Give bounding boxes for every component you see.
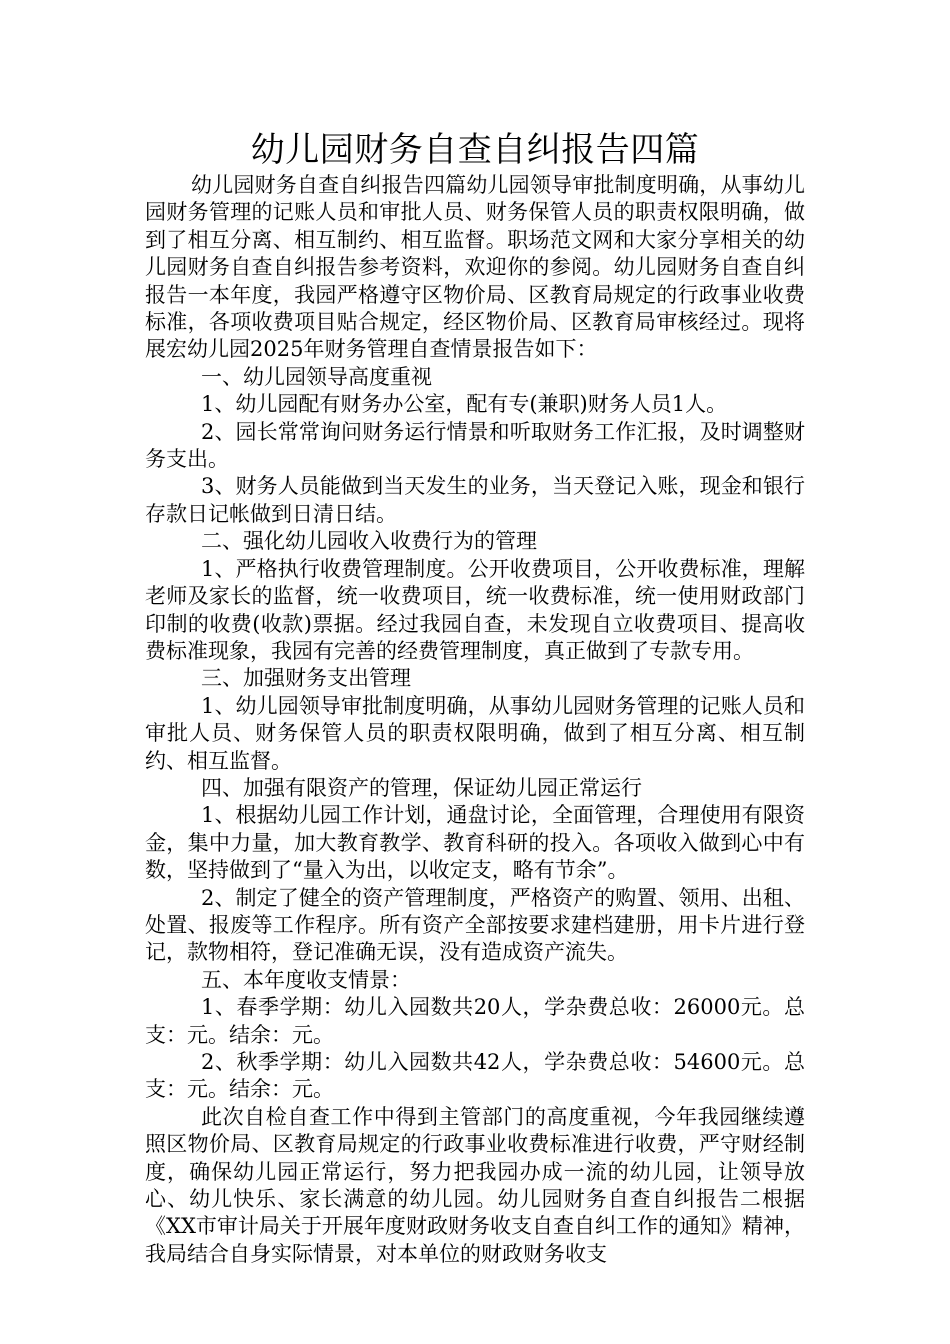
paragraph: 此次自检自查工作中得到主管部门的高度重视，今年我园继续遵照区物价局、区教育局规定的行政事业收费标准进行收费，严守财经制度，确保幼儿园正常运行，努力把我园办成一流的幼儿园，让领导放心、幼儿快乐、家长满意的幼儿园。幼儿园财务自查自纠报告二根据《XX市审计局关于开展年度财政财务收支自查自纠工作的通知》精神，我局结合自身实际情景，对本单位的财政财务收支 (145, 1104, 805, 1266)
paragraph: 2、园长常常询问财务运行情景和听取财务工作汇报，及时调整财务支出。 (145, 419, 805, 472)
section-heading: 一、幼儿园领导高度重视 (201, 364, 432, 389)
paragraph: 1、根据幼儿园工作计划，通盘讨论，全面管理，合理使用有限资金，集中力量，加大教育教学、教育科研的投入。各项收入做到心中有数，坚持做到了“量入为出，以收定支，略有节余”。 (145, 803, 805, 883)
document-title: 幼儿园财务自查自纠报告四篇 (250, 130, 700, 170)
document-page (145, 128, 805, 1268)
section-heading: 四、加强有限资产的管理，保证幼儿园正常运行 (201, 775, 642, 800)
document-body (145, 172, 805, 1268)
paragraph: 幼儿园财务自查自纠报告四篇幼儿园领导审批制度明确，从事幼儿园财务管理的记账人员和审批人员、财务保管人员的职责权限明确，做到了相互分离、相互制约、相互监督。职场范文网和大家分享相关的幼儿园财务自查自纠报告参考资料，欢迎你的参阅。幼儿园财务自查自纠报告一本年度，我园严格遵守区物价局、区教育局规定的行政事业收费标准，各项收费项目贴合规定，经区物价局、区教育局审核经过。现将展宏幼儿园2025年财务管理自查情景报告如下： (145, 173, 805, 362)
section-heading: 二、强化幼儿园收入收费行为的管理 (201, 529, 537, 554)
paragraph: 1、幼儿园领导审批制度明确，从事幼儿园财务管理的记账人员和审批人员、财务保管人员的职责权限明确，做到了相互分离、相互制约、相互监督。 (145, 693, 805, 773)
section-heading: 五、本年度收支情景： (201, 967, 411, 992)
section-heading: 三、加强财务支出管理 (201, 666, 411, 691)
paragraph: 1、春季学期：幼儿入园数共20人，学杂费总收：26000元。总支：元。结余：元。 (145, 995, 805, 1047)
paragraph: 2、制定了健全的资产管理制度，严格资产的购置、领用、出租、处置、报废等工作程序。所有资产全部按要求建档建册，用卡片进行登记，款物相符，登记准确无误，没有造成资产流失。 (145, 885, 805, 965)
paragraph: 1、幼儿园配有财务办公室，配有专(兼职)财务人员1人。 (201, 392, 728, 417)
paragraph: 1、严格执行收费管理制度。公开收费项目，公开收费标准，理解老师及家长的监督，统一收费项目，统一收费标准，统一使用财政部门印制的收费(收款)票据。经过我园自查，未发现自立收费项目、提高收费标准现象，我园有完善的经费管理制度，真正做到了专款专用。 (145, 556, 805, 663)
paragraph: 2、秋季学期：幼儿入园数共42人，学杂费总收：54600元。总支：元。结余：元。 (145, 1050, 805, 1102)
paragraph: 3、财务人员能做到当天发生的业务，当天登记入账，现金和银行存款日记帐做到日清日结。 (145, 474, 805, 526)
